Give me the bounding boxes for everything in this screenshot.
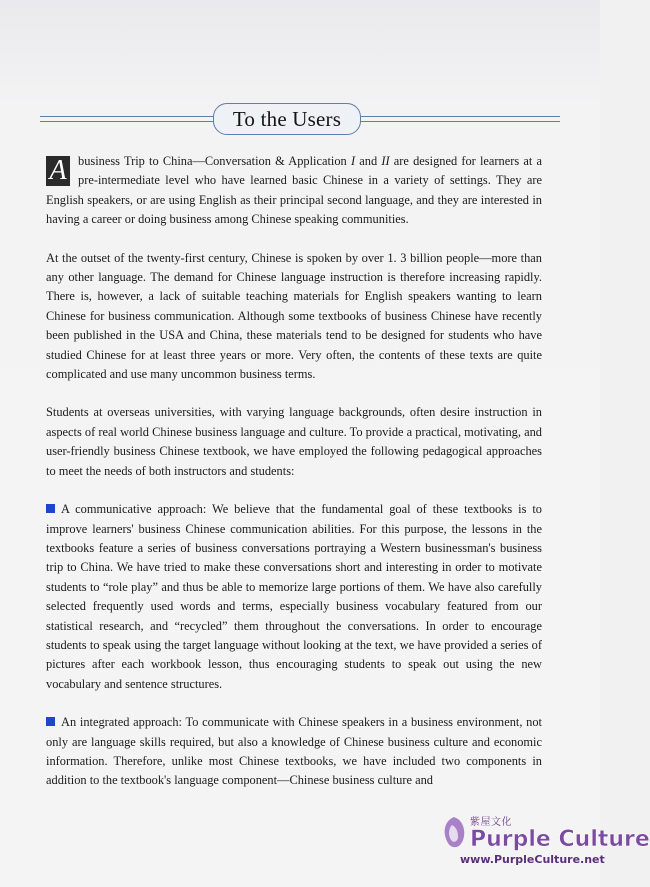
- page-title-text: To the Users: [232, 106, 342, 131]
- intro-paragraph: A business Trip to China—Conversation & Application I and II are designed for learners at a pre-intermediate level who have learned basic Chinese in a variety of settings. They are English speakers, or are using English as their principal second language, and they are interested in having a career or doing business among Chinese speaking communities.: [46, 154, 542, 227]
- volume-two: II: [381, 154, 390, 168]
- paragraph-outset: At the outset of the twenty-first century, Chinese is spoken by over 1. 3 billion people—more than any other language. The demand for Chinese language instruction is therefore increasing rapidly. There is, however, a lack of suitable teaching materials for English speakers wanting to learn Chinese for business communication. Although some textbooks of business Chinese have recently been published in the USA and China, these materials tend to be designed for students who have studied Chinese for at least three years or more. Very often, the contents of these texts are quite complicated and use many uncommon business terms.: [46, 250, 542, 382]
- watermark-chinese-text: 紫屋文化: [470, 817, 512, 828]
- paragraph-students: Students at overseas universities, with varying language backgrounds, often desire instruction in aspects of real world Chinese business language and culture. To provide a practical, motivating, and user-friendly business Chinese textbook, we have employed the following pedagogical approaches to meet the needs of both instructors and students:: [46, 405, 542, 478]
- paragraph-integrated-approach: An integrated approach: To communicate with Chinese speakers in a business environment, not only are language skills required, but also a knowledge of Chinese business culture and economic information. Therefore, unlike most Chinese textbooks, we have included two components in addition to the textbook's language component—Chinese business culture and: [46, 715, 542, 788]
- square-bullet-icon: [46, 504, 55, 513]
- volume-one: I: [350, 154, 356, 168]
- page-title: [213, 103, 361, 135]
- watermark-brand-text: Purple Culture: [470, 827, 650, 852]
- purple-culture-logo-icon: [440, 815, 468, 851]
- watermark-url: www.PurpleCulture.net: [460, 853, 605, 866]
- drop-cap: A: [46, 156, 70, 186]
- square-bullet-icon: [46, 717, 55, 726]
- body-text: [46, 152, 542, 810]
- paragraph-communicative-approach: A communicative approach: We believe that the fundamental goal of these textbooks is to improve learners' business Chinese communication abilities. For this purpose, the lessons in the textbooks feature a series of business conversations portraying a Western businessman's business trip to China. We have tried to make these conversations short and interesting in order to motivate students to “role play” and thus be able to memorize large portions of them. We have also carefully selected frequently used words and terms, especially business vocabulary featured from our statistical research, and “recycled” them throughout the conversations. In order to encourage students to speak using the target language without looking at the text, we have provided a series of pictures after each workbook lesson, thus encouraging students to speak out using the new vocabulary and sentence structures.: [46, 502, 542, 691]
- purple-culture-watermark: [440, 813, 650, 873]
